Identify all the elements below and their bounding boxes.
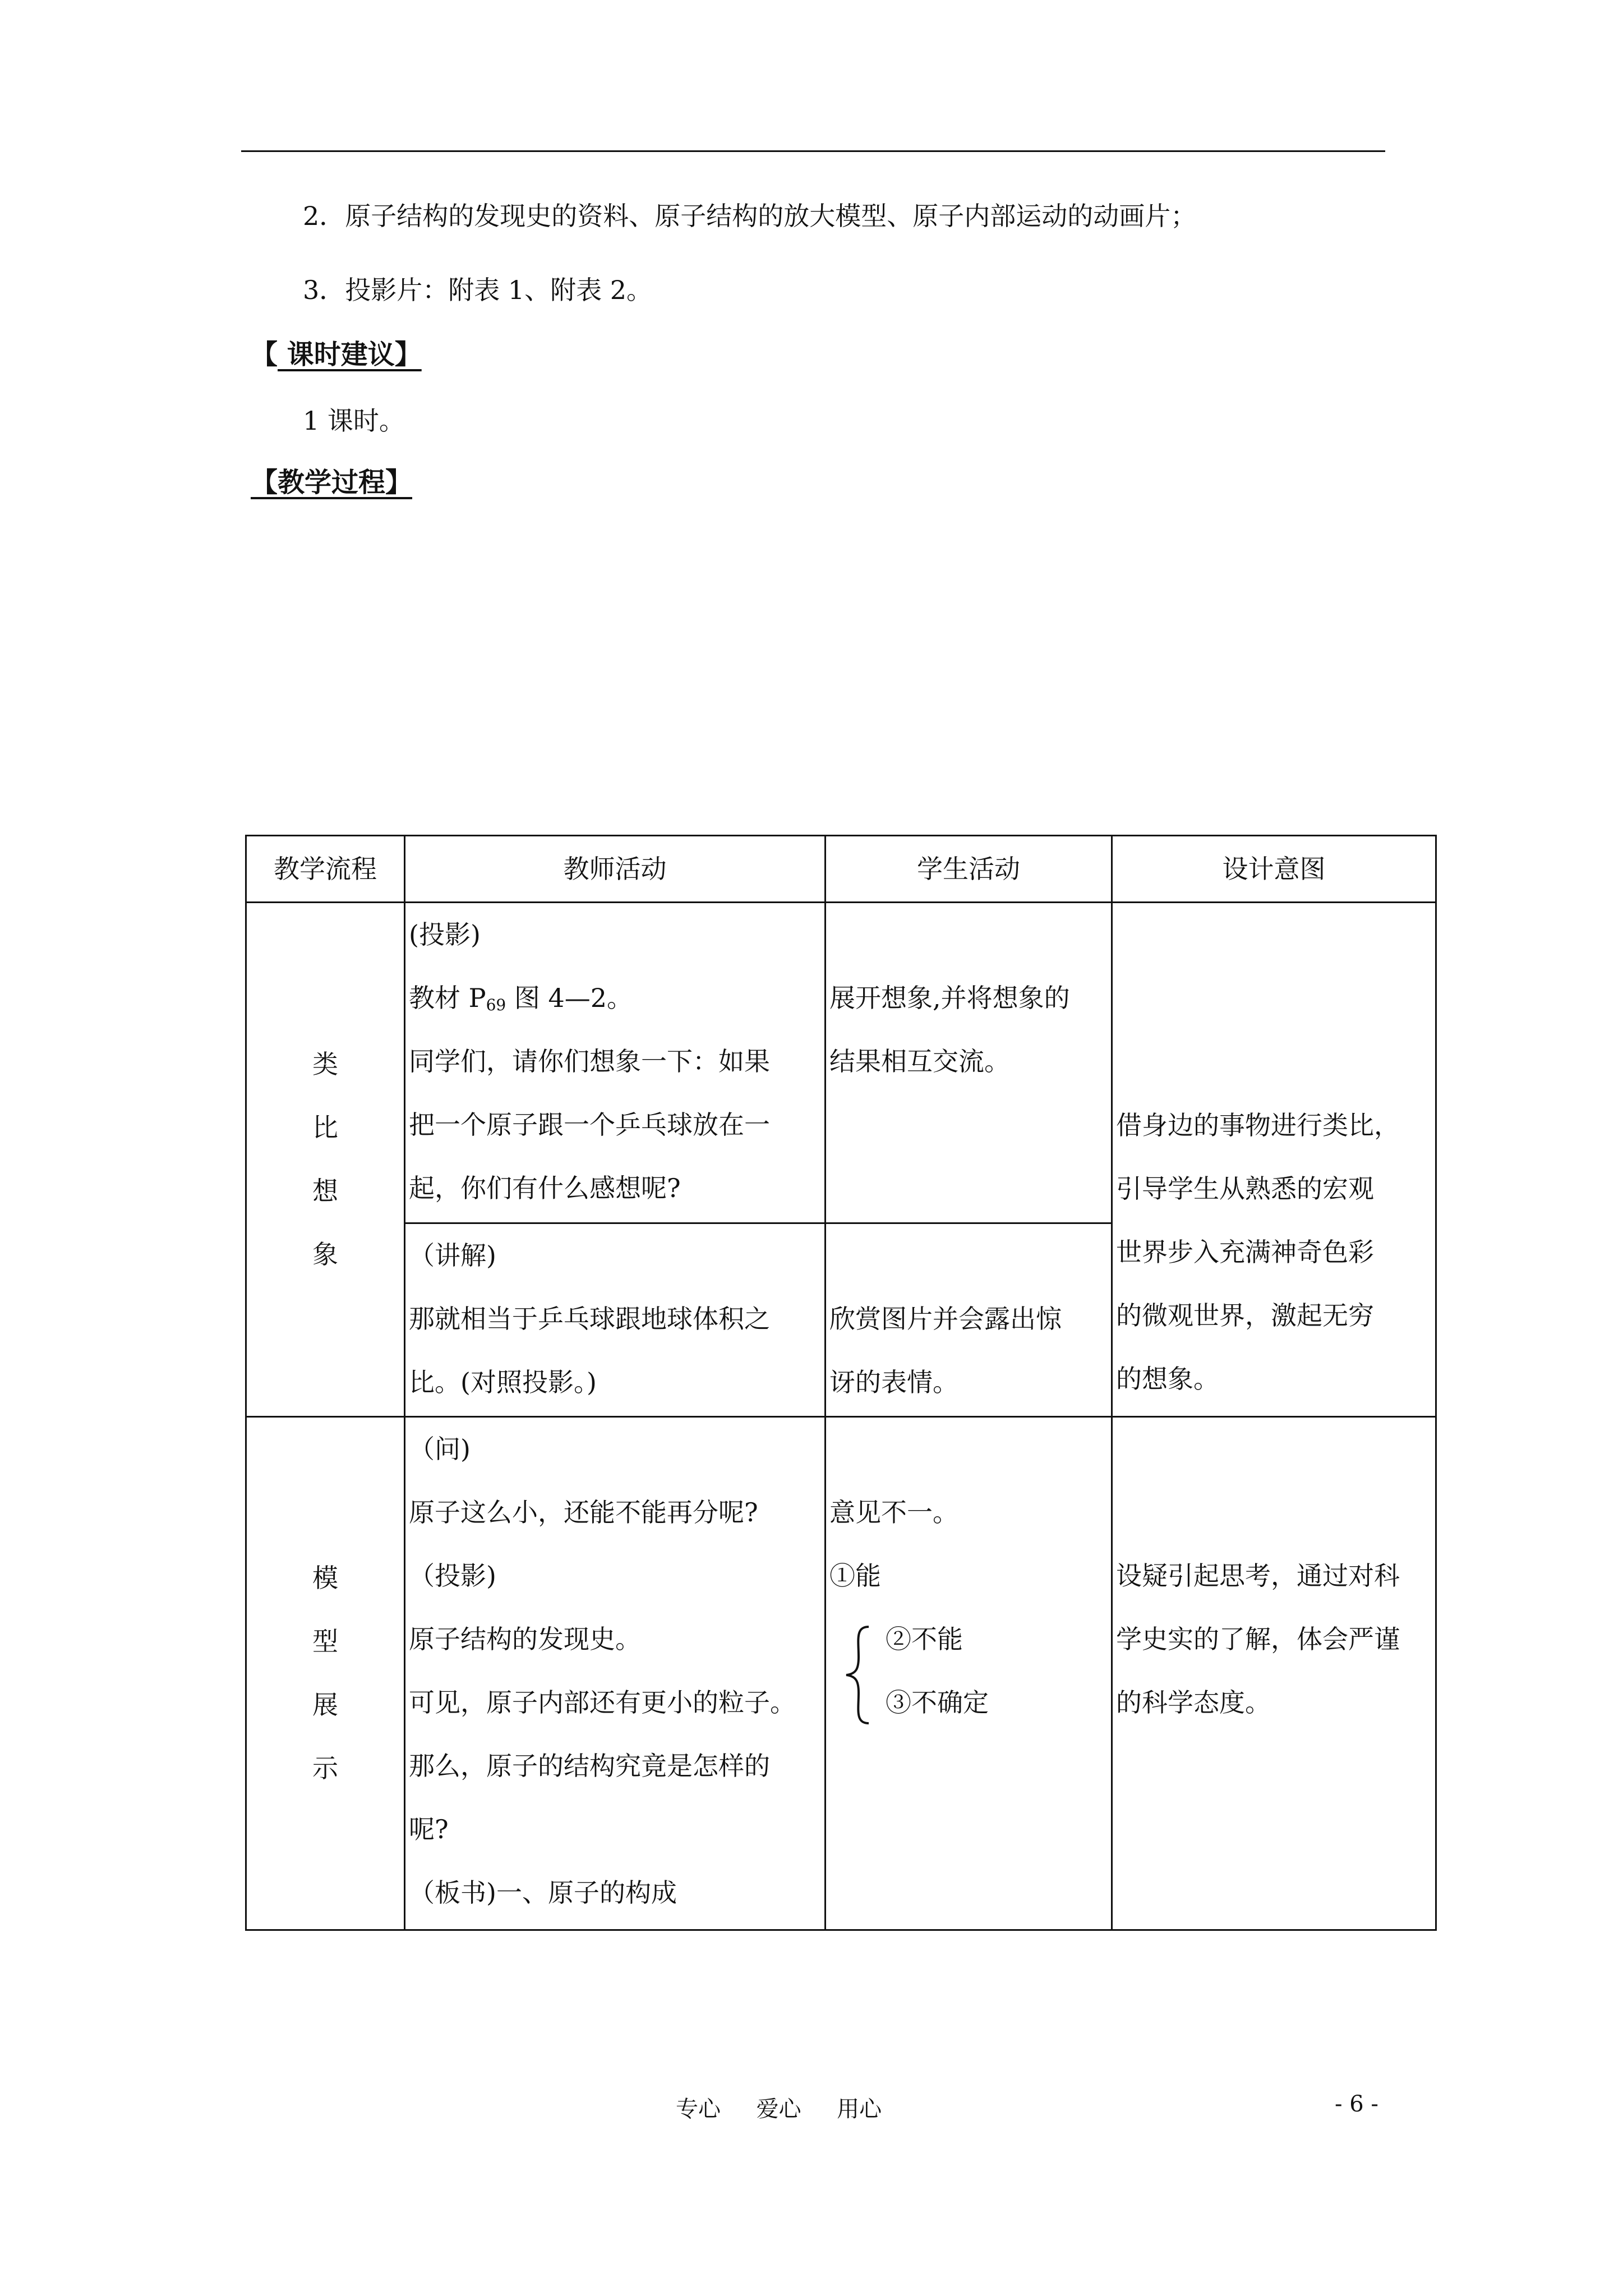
student-option: ③不确定 (886, 1687, 989, 1718)
stage-char: 比 (312, 1112, 338, 1143)
teacher-line: 呢? (409, 1814, 449, 1844)
header-student-activity: 学生活动 (826, 836, 1112, 903)
teacher-line: 比。(对照投影。) (409, 1367, 597, 1397)
student-line: 展开想象,并将想象的 (829, 983, 1070, 1013)
table-row (246, 1417, 1436, 1930)
footer-motto: 专心 爱心 用心 (676, 2096, 882, 2122)
teacher-line: 同学们，请你们想象一下：如果 (409, 1046, 770, 1076)
header-teacher-activity: 教师活动 (405, 836, 826, 903)
page-number: - 6 - (1335, 2091, 1378, 2117)
student-activity-cell (826, 1417, 1112, 1930)
lesson-process-table (245, 835, 1437, 1931)
teacher-line: (投影) (409, 919, 481, 950)
figure-ref: 图 4—2。 (506, 983, 633, 1013)
hours-heading-bracket: 【 (251, 339, 278, 370)
intent-line: 的微观世界，激起无穷 (1116, 1300, 1374, 1331)
intent-line: 的想象。 (1116, 1364, 1219, 1394)
student-line: 欣赏图片并会露出惊 (829, 1304, 1062, 1334)
left-brace-icon (841, 1625, 874, 1726)
teacher-line: 起，你们有什么感想呢? (409, 1173, 681, 1203)
intent-line: 借身边的事物进行类比， (1116, 1110, 1400, 1140)
intent-line: 的科学态度。 (1116, 1687, 1271, 1718)
materials-item-2: 2．原子结构的发现史的资料、原子结构的放大模型、原子内部运动的动画片； (303, 201, 1197, 231)
teacher-line: （投影) (409, 1561, 496, 1591)
page-subscript: 69 (486, 996, 506, 1014)
intent-line: 设疑引起思考，通过对科 (1116, 1561, 1400, 1591)
stage-model-display (246, 1417, 405, 1930)
student-line: 结果相互交流。 (829, 1046, 1010, 1076)
teacher-line (409, 967, 821, 1030)
hours-text: 1 课时。 (303, 406, 405, 436)
hours-heading (251, 338, 422, 371)
student-activity-cell (826, 903, 1112, 1223)
hours-heading-text: 课时建议】 (278, 339, 422, 370)
design-intent-cell (1112, 1417, 1436, 1930)
student-activity-cell (826, 1223, 1112, 1417)
intent-line: 引导学生从熟悉的宏观 (1116, 1174, 1374, 1204)
stage-char: 型 (312, 1626, 338, 1657)
stage-char: 模 (312, 1563, 338, 1593)
header-rule (241, 150, 1385, 152)
teacher-line: 可见，原子内部还有更小的粒子。 (409, 1687, 796, 1718)
design-intent-cell (1112, 903, 1436, 1417)
intent-line: 世界步入充满神奇色彩 (1116, 1237, 1374, 1267)
student-line: 意见不一。 (829, 1497, 958, 1527)
table-row (246, 903, 1436, 1223)
process-heading (251, 466, 412, 499)
stage-char: 展 (312, 1690, 338, 1720)
options-group (829, 1608, 1108, 1734)
teacher-line: 原子结构的发现史。 (409, 1624, 641, 1654)
stage-char: 想 (312, 1176, 338, 1206)
stage-char: 象 (312, 1239, 338, 1269)
teacher-activity-cell (405, 903, 826, 1223)
teacher-line: （讲解) (409, 1240, 496, 1271)
stage-analogy (246, 903, 405, 1417)
table-header-row (246, 836, 1436, 903)
teacher-line: 原子这么小，还能不能再分呢? (409, 1497, 758, 1527)
teacher-line: （板书)一、原子的构成 (409, 1878, 677, 1908)
process-heading-text: 【教学过程】 (251, 467, 413, 498)
student-line: 讶的表情。 (829, 1367, 958, 1397)
stage-char: 类 (312, 1049, 338, 1079)
teacher-activity-cell (405, 1417, 826, 1930)
teacher-line: 那就相当于乒乓球跟地球体积之 (409, 1304, 770, 1334)
textbook-ref: 教材 P (409, 983, 486, 1013)
teacher-line: 把一个原子跟一个乒乓球放在一 (409, 1110, 770, 1140)
stage-char: 示 (312, 1753, 338, 1783)
header-flow: 教学流程 (246, 836, 405, 903)
intent-line: 学史实的了解，体会严谨 (1116, 1624, 1400, 1654)
student-line: ①能 (829, 1561, 881, 1591)
header-design-intent: 设计意图 (1112, 836, 1436, 903)
teacher-line: （问) (409, 1434, 471, 1464)
materials-item-3: 3．投影片：附表 1、附表 2。 (303, 275, 653, 305)
teacher-line: 那么，原子的结构究竟是怎样的 (409, 1751, 770, 1781)
teacher-activity-cell (405, 1223, 826, 1417)
student-option: ②不能 (886, 1624, 963, 1654)
